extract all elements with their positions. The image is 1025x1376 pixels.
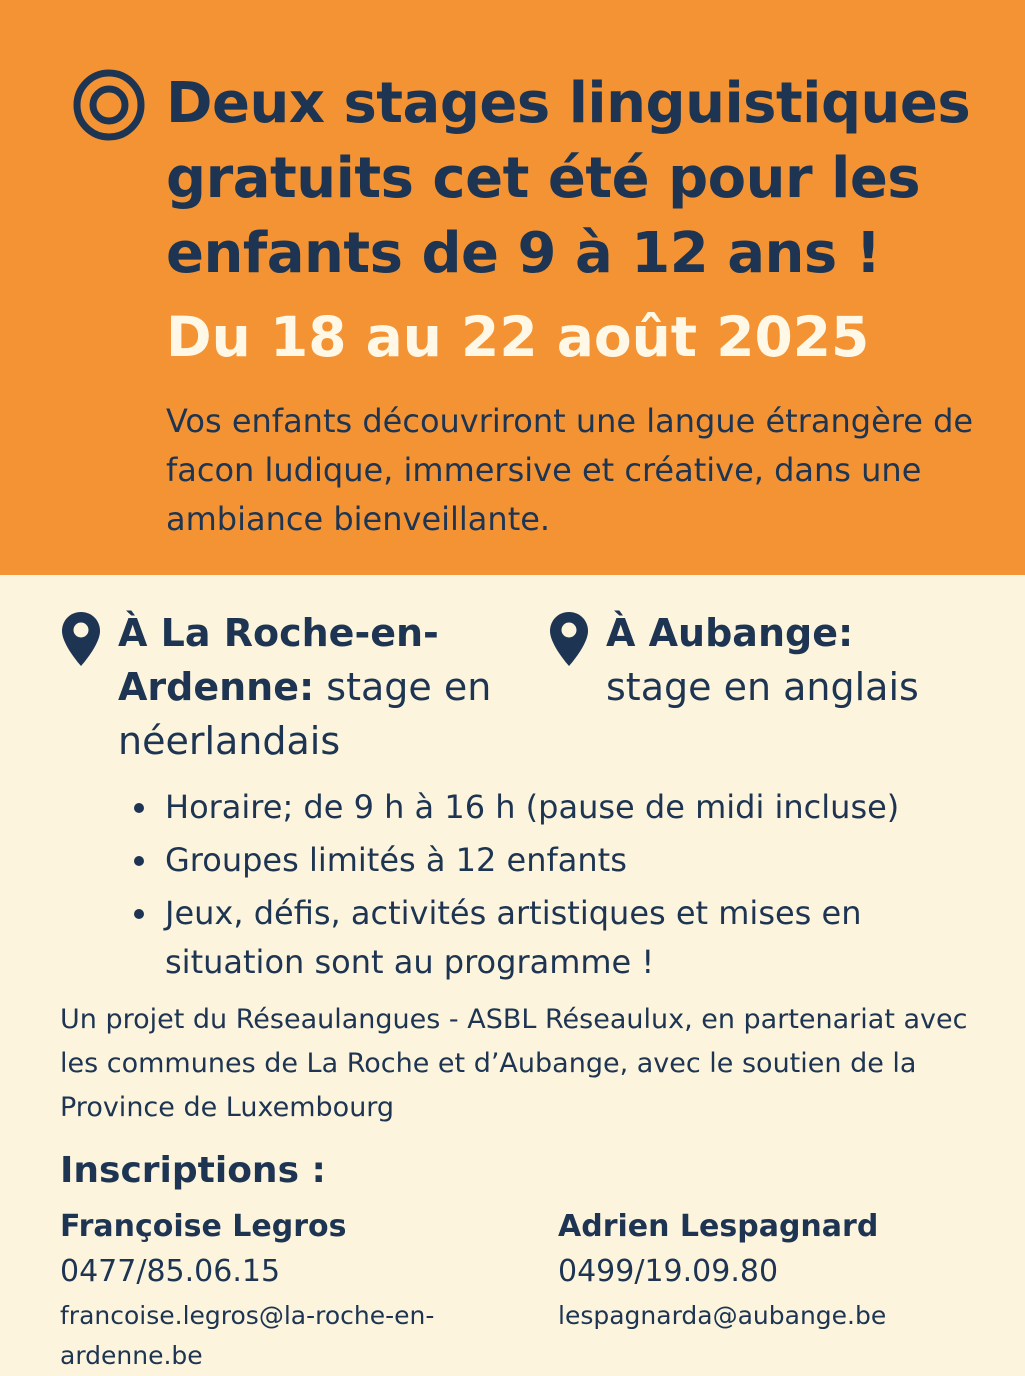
location-place: À La Roche-en-Ardenne: bbox=[118, 611, 439, 709]
event-dates: Du 18 au 22 août 2025 bbox=[166, 305, 870, 369]
location-detail: stage en néerlandais bbox=[118, 665, 492, 763]
info-list bbox=[134, 783, 1004, 991]
list-item: Horaire; de 9 h à 16 h (pause de midi incluse) bbox=[134, 783, 1004, 832]
contact-email[interactable]: francoise.legros@la-roche-en-ardenne.be bbox=[60, 1301, 435, 1370]
contact-phone[interactable]: 0477/85.06.15 bbox=[60, 1254, 281, 1289]
list-item: Jeux, défis, activités artistiques et mises en situation sont au programme ! bbox=[134, 889, 1004, 987]
intro-text: Vos enfants découvriront une langue étrangère de facon ludique, immersive et créative, dans une ambiance bienveillante. bbox=[166, 402, 974, 538]
header-banner bbox=[0, 0, 1025, 575]
contact-card bbox=[558, 1206, 998, 1336]
contact-card bbox=[60, 1206, 540, 1376]
page-title: Deux stages linguistiques gratuits cet été pour les enfants de 9 à 12 ans ! bbox=[166, 71, 971, 286]
project-credits: Un projet du Réseaulangues - ASBL Réseaulux, en partenariat avec les communes de La Roche et d’Aubange, avec le soutien de la Province de Luxembourg bbox=[60, 1004, 968, 1123]
target-icon bbox=[72, 68, 146, 142]
location-place: À Aubange: bbox=[606, 611, 854, 655]
contact-name: Adrien Lespagnard bbox=[558, 1209, 879, 1244]
location-pin-icon bbox=[548, 610, 590, 668]
contact-phone[interactable]: 0499/19.09.80 bbox=[558, 1254, 779, 1289]
registration-title: Inscriptions : bbox=[60, 1150, 326, 1191]
contact-name: Françoise Legros bbox=[60, 1209, 347, 1244]
location-pin-icon bbox=[60, 610, 102, 668]
location-detail: stage en anglais bbox=[606, 665, 919, 709]
contact-email[interactable]: lespagnarda@aubange.be bbox=[558, 1301, 887, 1330]
list-item: Groupes limités à 12 enfants bbox=[134, 836, 1004, 885]
